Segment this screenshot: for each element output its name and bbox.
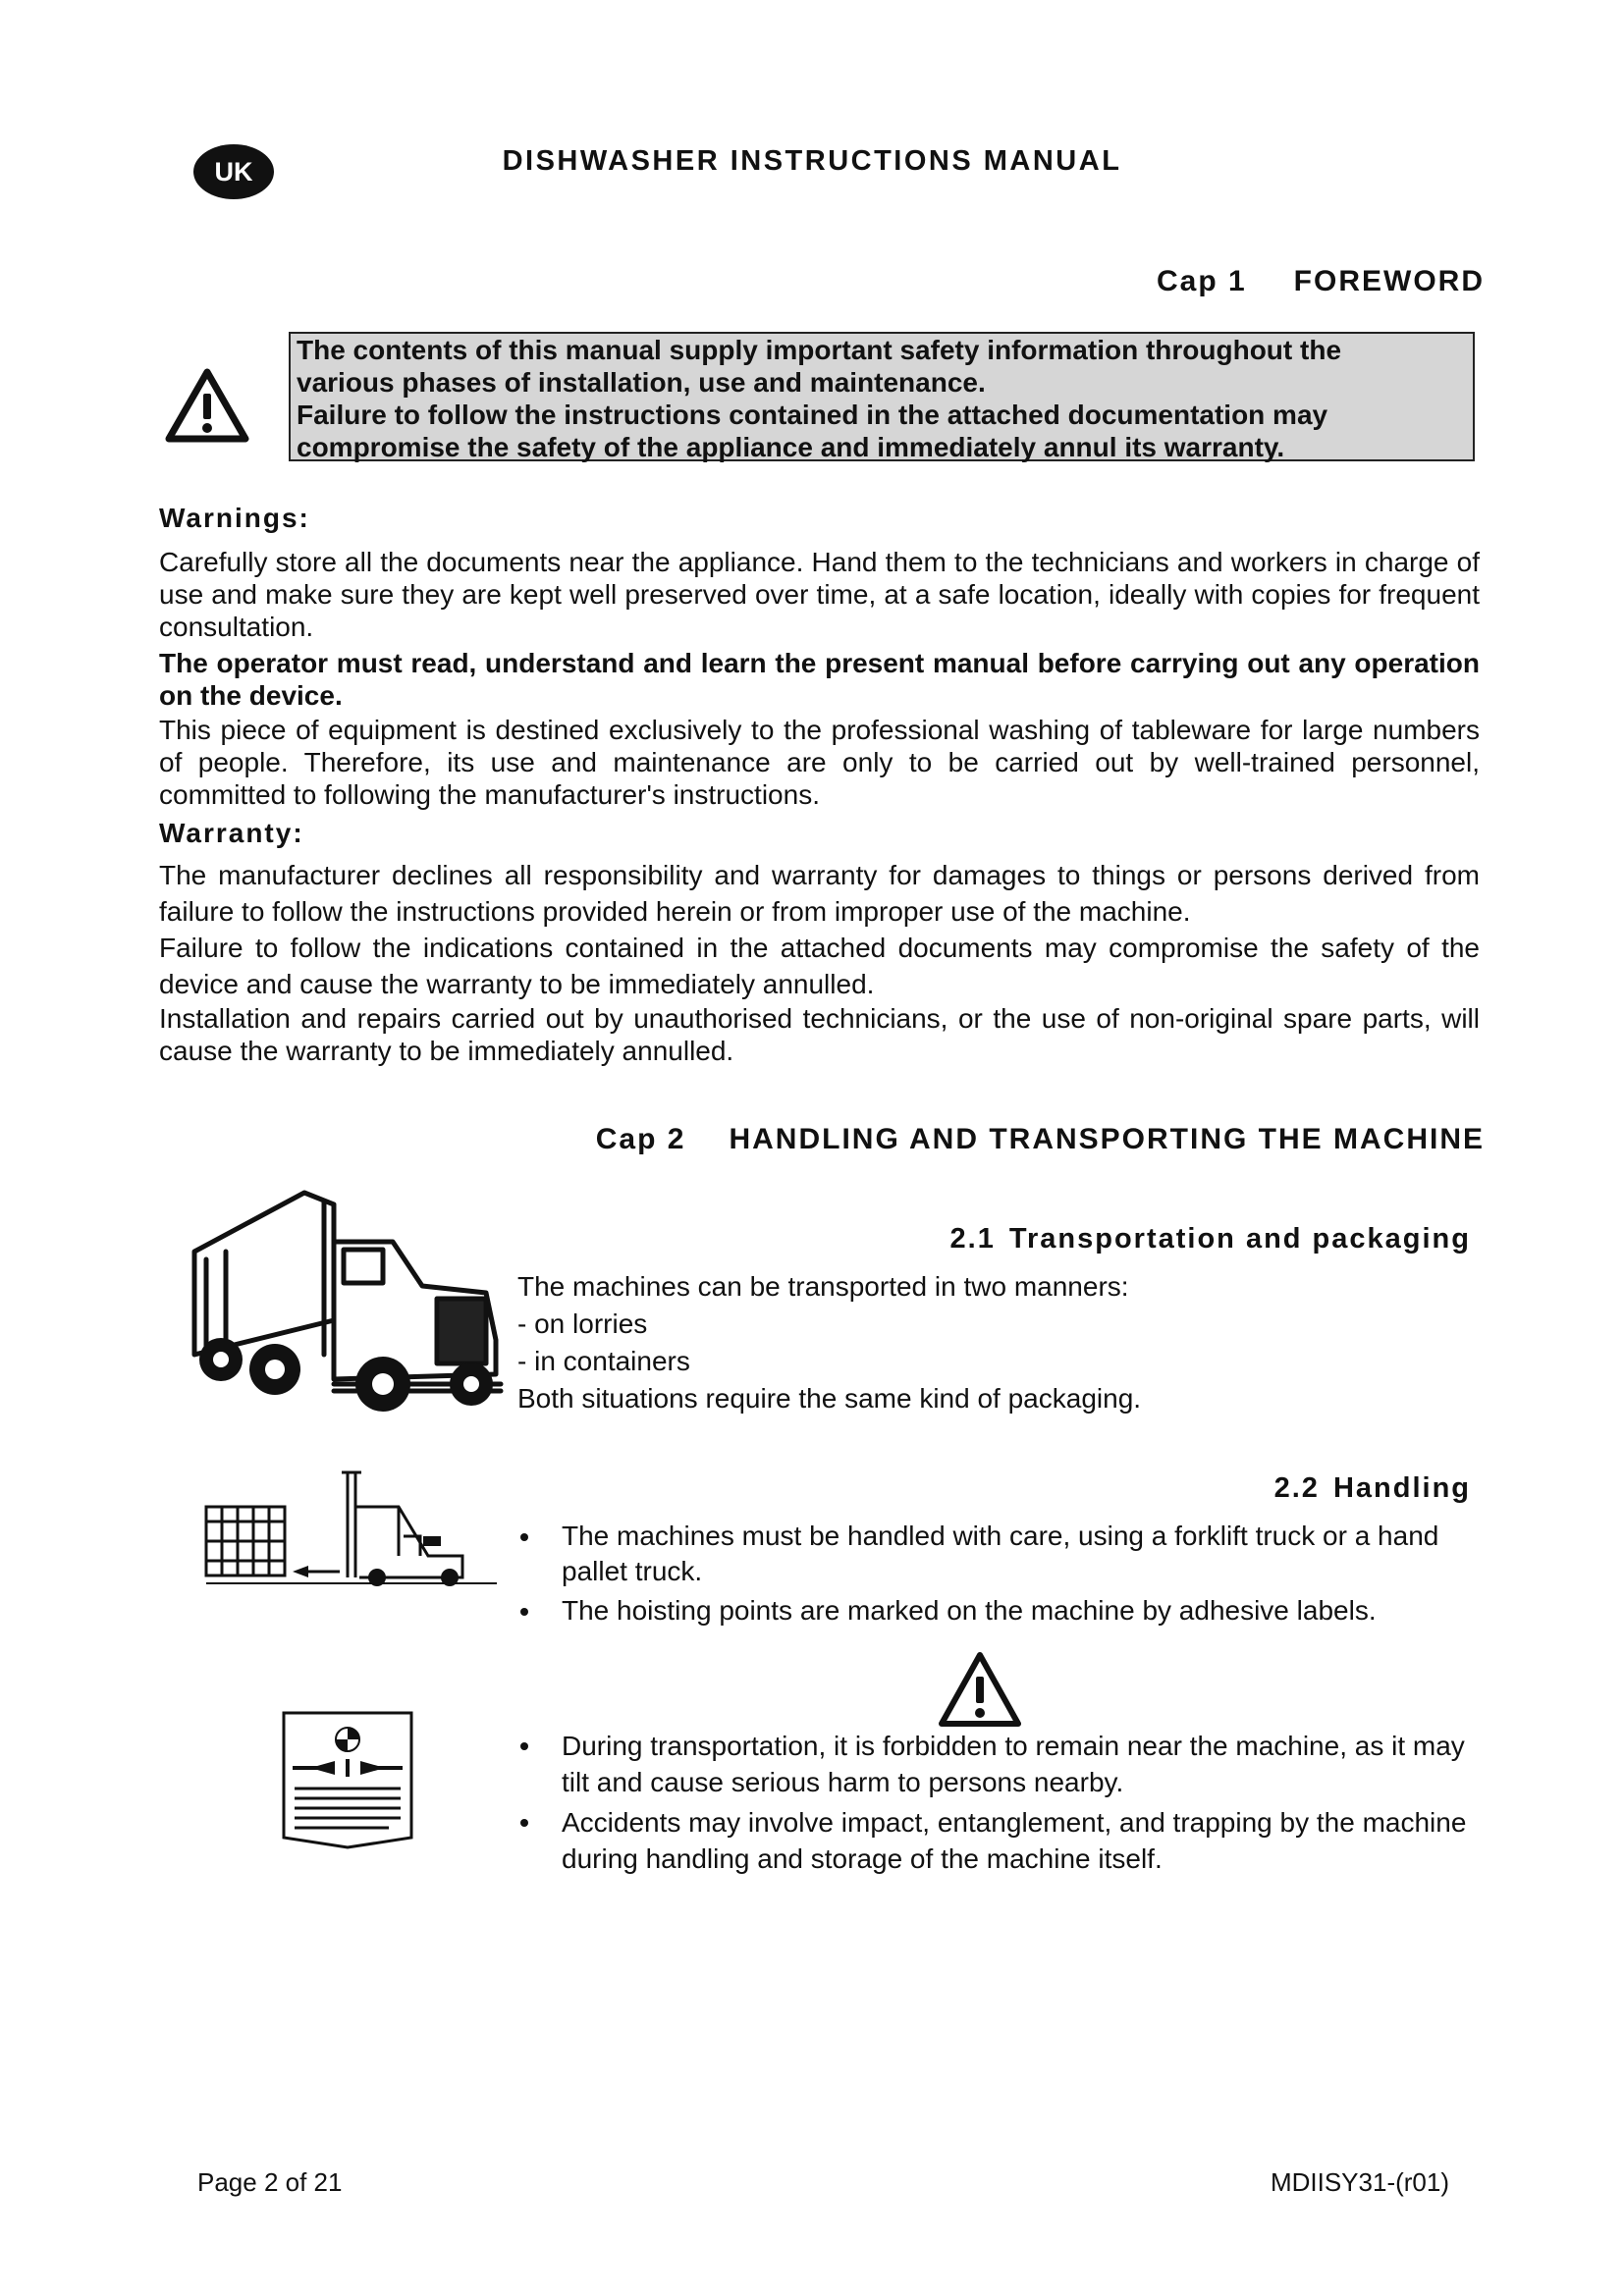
chapter-2-heading	[596, 1123, 1485, 1156]
transport-line: Both situations require the same kind of packaging.	[517, 1383, 1142, 1414]
section-2-1-title: Transportation and packaging	[1008, 1223, 1471, 1255]
warning-triangle-icon	[165, 366, 249, 443]
list-item: The machines must be handled with care, using a forklift truck or a hand pallet truck.	[513, 1519, 1483, 1589]
truck-illustration	[187, 1183, 511, 1418]
warnings-paragraph-2: This piece of equipment is destined exclusively to the professional washing of tableware for large numbers of people. Therefore, its use and maintenance are only to be carried out by well-trained personnel, committed to following the manufacturer's instructions.	[159, 715, 1480, 810]
chapter-2-number: Cap 2	[595, 1123, 686, 1155]
transport-line: The machines can be transported in two manners:	[517, 1271, 1129, 1302]
transport-line: - in containers	[517, 1346, 690, 1376]
section-2-2-title: Handling	[1332, 1472, 1471, 1504]
warnings-paragraph-1: Carefully store all the documents near the appliance. Hand them to the technicians and workers in charge of use and make sure they are kept well preserved over time, at a safe location, ideally with copies for frequent consultation.	[159, 547, 1480, 642]
notice-line: various phases of installation, use and maintenance.	[297, 367, 986, 398]
section-2-2-heading	[1274, 1472, 1471, 1505]
center-of-gravity-label-illustration	[281, 1710, 414, 1849]
chapter-1-number: Cap 1	[1156, 265, 1247, 297]
section-2-1-number: 2.1	[949, 1223, 996, 1255]
safety-notice-box	[289, 332, 1475, 461]
warranty-paragraph-2: Failure to follow the indications contained in the attached documents may compromise the safety of the device and cause the warranty to be immediately annulled.	[159, 933, 1480, 999]
warning-triangle-icon	[938, 1649, 1022, 1728]
notice-line: compromise the safety of the appliance and immediately annul its warranty.	[297, 432, 1285, 462]
chapter-1-title: FOREWORD	[1293, 265, 1485, 297]
handling-bullet-list	[513, 1519, 1483, 1632]
chapter-1-heading	[1157, 265, 1485, 298]
forklift-illustration	[202, 1468, 497, 1590]
warnings-bold-paragraph: The operator must read, understand and learn the present manual before carrying out any operation on the device.	[159, 648, 1480, 711]
transport-line: - on lorries	[517, 1308, 648, 1339]
warranty-paragraph-1: The manufacturer declines all responsibility and warranty for damages to things or persons derived from failure to follow the instructions provided herein or from improper use of the machine.	[159, 860, 1480, 927]
list-item: The hoisting points are marked on the machine by adhesive labels.	[513, 1593, 1483, 1629]
warranty-heading: Warranty:	[159, 818, 304, 848]
notice-line: Failure to follow the instructions contained in the attached documentation may	[297, 400, 1328, 430]
list-item: Accidents may involve impact, entanglement, and trapping by the machine during handling and storage of the machine itself.	[513, 1804, 1483, 1877]
section-2-1-heading	[950, 1223, 1471, 1255]
section-2-1-body	[517, 1268, 1141, 1417]
document-title: DISHWASHER INSTRUCTIONS MANUAL	[502, 145, 1122, 177]
list-item: During transportation, it is forbidden to remain near the machine, as it may tilt and cause serious harm to persons nearby.	[513, 1728, 1483, 1800]
warranty-paragraph-3: Installation and repairs carried out by unauthorised technicians, or the use of non-original spare parts, will cause the warranty to be immediately annulled.	[159, 1003, 1480, 1066]
transport-safety-bullet-list	[513, 1728, 1483, 1881]
page-number: Page 2 of 21	[197, 2167, 343, 2197]
warnings-heading: Warnings:	[159, 503, 310, 533]
document-code: MDIISY31-(r01)	[1270, 2167, 1449, 2197]
foreword-body	[159, 502, 1480, 1067]
chapter-2-title: HANDLING AND TRANSPORTING THE MACHINE	[729, 1123, 1485, 1155]
uk-language-badge: UK	[193, 144, 274, 199]
notice-line: The contents of this manual supply important safety information throughout the	[297, 335, 1342, 365]
section-2-2-number: 2.2	[1273, 1472, 1320, 1504]
